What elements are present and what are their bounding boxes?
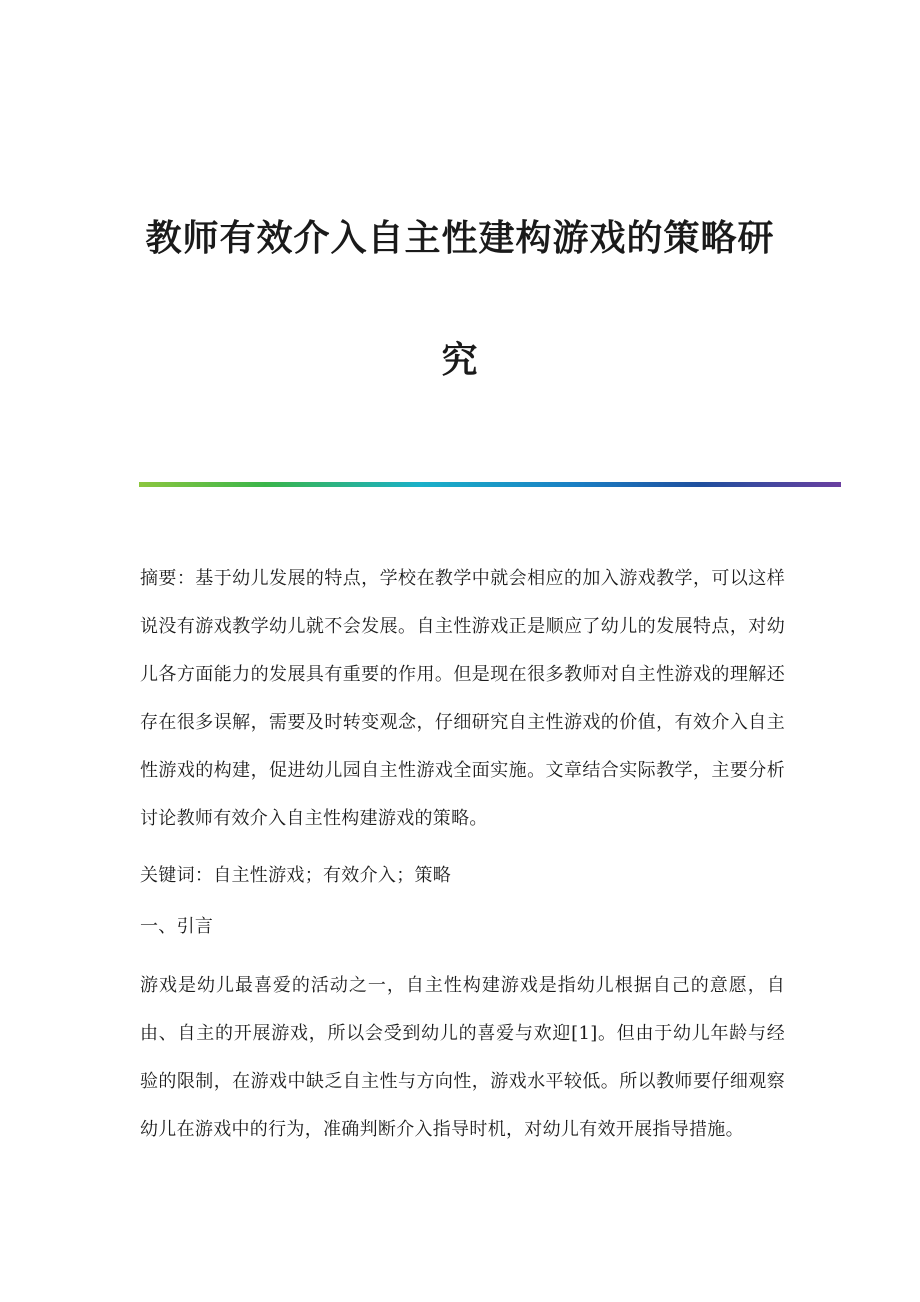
introduction-paragraph: 游戏是幼儿最喜爱的活动之一，自主性构建游戏是指幼儿根据自己的意愿，自由、自主的开展游戏，所以会受到幼儿的喜爱与欢迎[1]。但由于幼儿年龄与经验的限制，在游戏中缺乏自主性与方向性，游戏水平较低。所以教师要仔细观察幼儿在游戏中的行为，准确判断介入指导时机，对幼儿有效开展指导措施。 <box>140 975 785 1140</box>
abstract-paragraph: 摘要：基于幼儿发展的特点，学校在教学中就会相应的加入游戏教学，可以这样说没有游戏教学幼儿就不会发展。自主性游戏正是顺应了幼儿的发展特点，对幼儿各方面能力的发展具有重要的作用。但是现在很多教师对自主性游戏的理解还存在很多误解，需要及时转变观念，仔细研究自主性游戏的价值，有效介入自主性游戏的构建，促进幼儿园自主性游戏全面实施。文章结合实际教学，主要分析讨论教师有效介入自主性构建游戏的策略。 <box>140 568 785 829</box>
keywords-line: 关键词：自主性游戏；有效介入；策略 <box>140 865 452 886</box>
section-heading-introduction: 一、引言 <box>140 916 214 937</box>
page-title-line-1: 教师有效介入自主性建构游戏的策略研 <box>145 217 775 260</box>
gradient-divider <box>139 482 841 487</box>
page-title-line-2: 究 <box>441 339 479 382</box>
